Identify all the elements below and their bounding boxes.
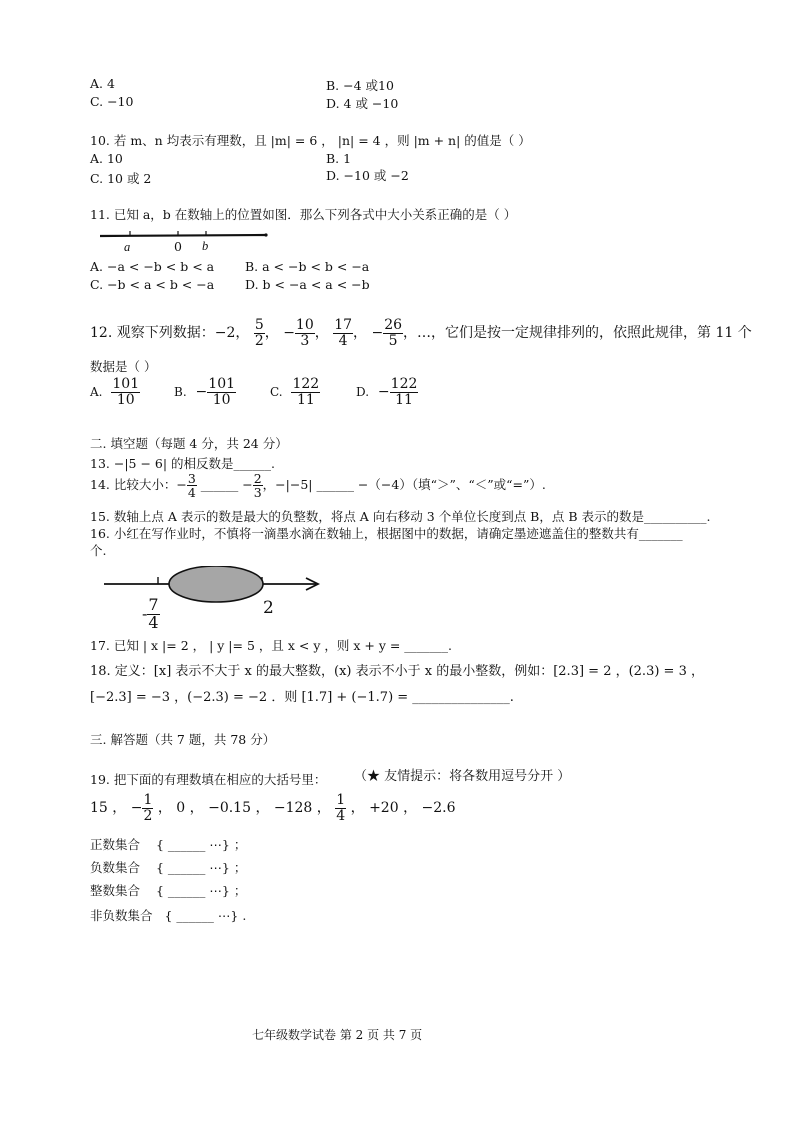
q11-label-b: b (202, 239, 209, 253)
set-label: 非负数集合 (90, 908, 153, 923)
set-label: 负数集合 (90, 860, 141, 875)
q19-nums-pre: 15 ， (90, 800, 127, 817)
q19-fraction-2: $\frac{1}{4}$ (336, 792, 346, 824)
q10-option-c: C. 10 或 2 (90, 171, 152, 186)
page-footer: 七年级数学试卷 第 2 页 共 7 页 (252, 1028, 423, 1042)
q19-stem: 19. 把下面的有理数填在相应的大括号里： (90, 772, 327, 787)
q16-ink-number-line (100, 566, 330, 606)
q11-option-b: B. a < −b < b < −a (245, 259, 370, 274)
q14-mid: ______ − (196, 477, 253, 493)
q19-frac1-sign: − (130, 800, 143, 817)
q14-suffix: ，−|−5| ______ −（−4）（填“＞”、“＜”或“=”）. (262, 477, 546, 493)
q12-option-b: B. − $\frac{101}{10}$ (174, 376, 236, 408)
q10-stem: 10. 若 m、n 均表示有理数，且 |m| = 6 ， |n| = 4 ，则 |m + n| 的值是（ ） (90, 133, 531, 148)
q16-right-label: 2 (263, 598, 274, 618)
set-end: ； (233, 883, 247, 898)
set-label: 整数集合 (90, 883, 141, 898)
ink-blot (169, 566, 263, 602)
q12-term-2: − $\frac{10}{3}$ (283, 317, 314, 349)
q12-option-a: A. $\frac{101}{10}$ (90, 376, 140, 408)
set-brace: { ______ ⋯} (164, 908, 239, 923)
set-brace: { ______ ⋯} (155, 883, 230, 898)
q12-option-c: C. $\frac{122}{11}$ (270, 376, 320, 408)
q19-hint: （★ 友情提示：将各数用逗号分开 ） (354, 769, 571, 784)
set-end: ； (233, 860, 247, 875)
q12-option-d: D. − $\frac{122}{11}$ (356, 376, 418, 408)
q12-suffix: ，…，它们是按一定规律排列的，依照此规律，第 11 个 (403, 325, 752, 342)
q19-fraction-1: $\frac{1}{2}$ (143, 792, 153, 824)
q14-fraction-1: $\frac{3}{4}$ (187, 471, 196, 501)
section-3-title: 三. 解答题（共 7 题，共 78 分） (90, 732, 276, 747)
set-end: . (242, 908, 247, 923)
q9-option-c: C. −10 (90, 94, 134, 109)
q19-nums-post: ， +20 ， −2.6 (350, 800, 456, 817)
q12-prefix: 12. 观察下列数据：−2， (90, 325, 250, 342)
q9-option-d: D. 4 或 −10 (326, 96, 399, 111)
q11-option-a: A. −a < −b < b < a (90, 259, 215, 274)
q10-option-a: A. 10 (90, 151, 123, 166)
set-label: 正数集合 (90, 837, 141, 852)
q14-fraction-2: $\frac{2}{3}$ (253, 471, 262, 501)
q12-line2: 数据是（ ） (90, 359, 157, 374)
q9-option-a: A. 4 (90, 76, 115, 91)
set-brace: { ______ ⋯} (155, 860, 230, 875)
q9-option-b: B. −4 或10 (326, 78, 394, 93)
q12-stem: 12. 观察下列数据：−2， $\frac{5}{2}$ ， − $\frac{10}{3}$ ， $\frac{17}{4}$ ， − $\frac{26}{5}$ ，…，它们是按一定规律排列的，依照此规律，第 11 个 (90, 317, 752, 349)
q16-line2: 个. (90, 543, 107, 558)
q19-nums-mid: ， 0 ， −0.15 ， −128 ， (157, 800, 331, 817)
q19-set-negative (90, 858, 246, 876)
q16-left-label: - $\frac{7}{4}$ (142, 595, 159, 632)
q11-label-a: a (124, 240, 131, 254)
q18-line1: 18. 定义：[x] 表示不大于 x 的最大整数，(x) 表示不小于 x 的最小整数，例如：[2.3] = 2 ，(2.3) = 3 ， (90, 664, 704, 679)
q14-stem (90, 472, 546, 499)
q16-line1: 16. 小红在写作业时，不慎将一滴墨水滴在数轴上，根据图中的数据，请确定墨迹遮盖住的整数共有_______ (90, 526, 683, 541)
q11-stem: 11. 已知 a，b 在数轴上的位置如图．那么下列各式中大小关系正确的是（ ） (90, 207, 517, 222)
q14-prefix: 14. 比较大小：− (90, 477, 187, 493)
q11-option-d: D. b < −a < a < −b (245, 277, 370, 292)
q19-set-integer (90, 881, 246, 899)
q17-stem: 17. 已知 | x |= 2 ， | y |= 5 ，且 x < y ，则 x + y = _______. (90, 638, 453, 653)
section-2-title: 二. 填空题（每题 4 分，共 24 分） (90, 436, 288, 451)
set-brace: { ______ ⋯} (155, 837, 230, 852)
q12-term-3: $\frac{17}{4}$ (334, 317, 353, 349)
q19-set-nonnegative (90, 906, 246, 924)
q13-stem: 13. −|5 − 6| 的相反数是______. (90, 456, 276, 471)
q12-term-4: − $\frac{26}{5}$ (371, 317, 403, 349)
set-end: ； (233, 837, 247, 852)
q12-term-1: $\frac{5}{2}$ (254, 317, 264, 349)
q19-set-positive (90, 835, 246, 853)
q19-numbers (90, 793, 456, 823)
q15-stem: 15. 数轴上点 A 表示的数是最大的负整数，将点 A 向右移动 3 个单位长度到点 B，点 B 表示的数是__________. (90, 509, 711, 524)
q10-option-d: D. −10 或 −2 (326, 168, 409, 183)
q11-option-c: C. −b < a < b < −a (90, 277, 215, 292)
q11-label-zero: 0 (174, 239, 182, 254)
q11-number-line (96, 226, 276, 256)
q10-option-b: B. 1 (326, 151, 352, 166)
q18-line2: [−2.3] = −3 ，(−2.3) = −2 ．则 [1.7] + (−1.7) = _______________. (90, 690, 514, 705)
